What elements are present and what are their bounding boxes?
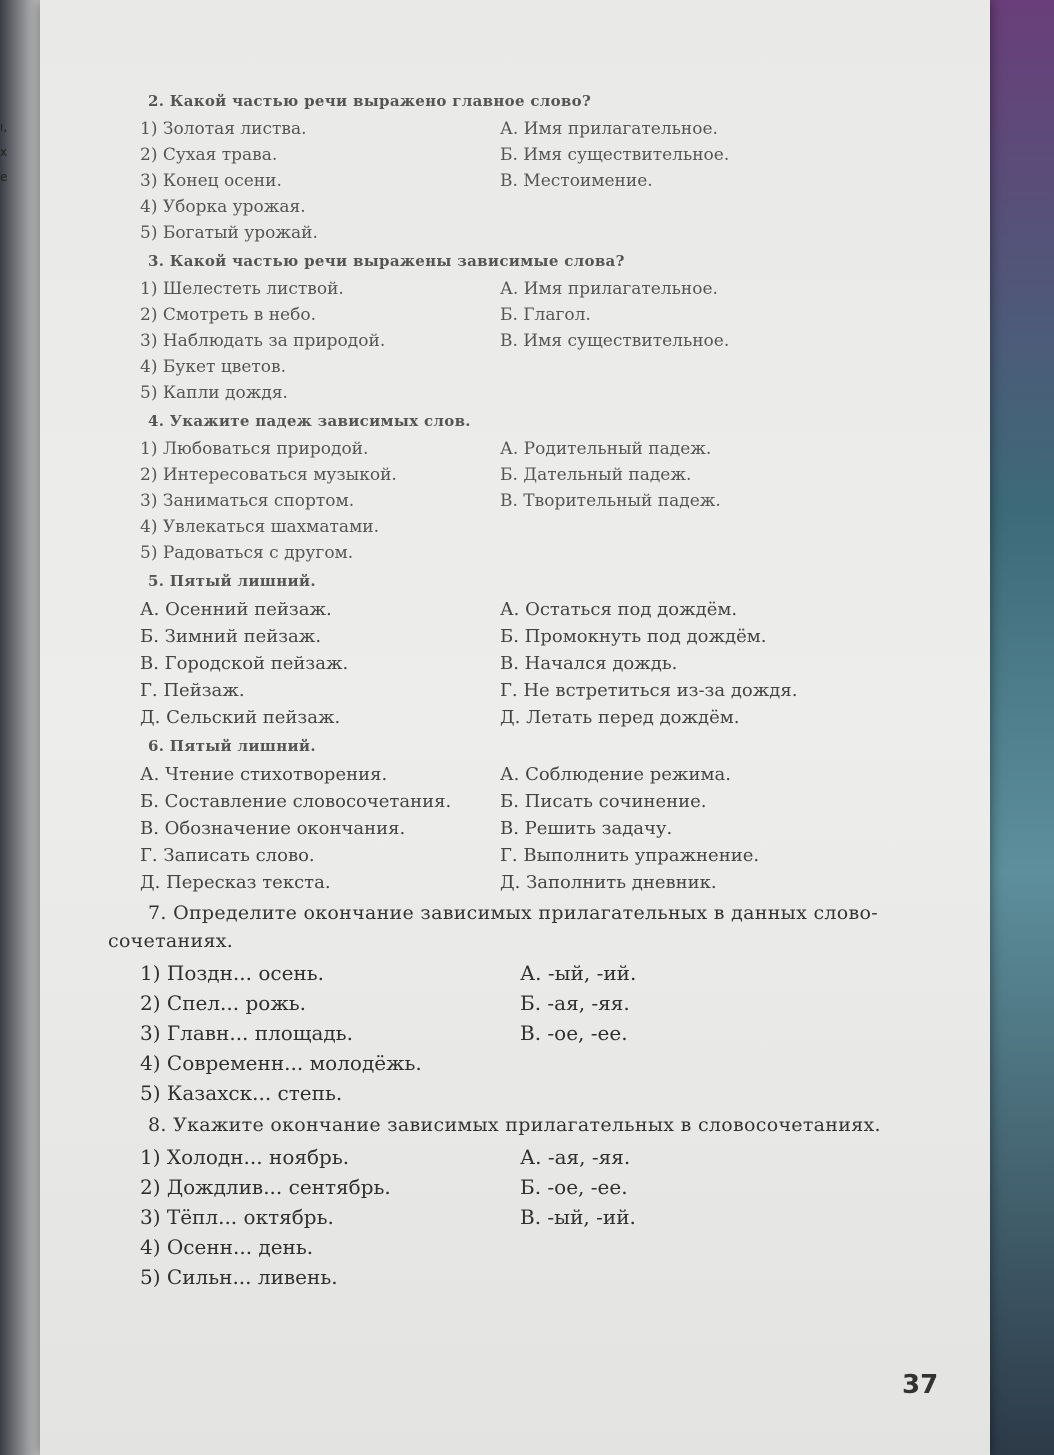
answer-item: Д. Летать перед дождём. bbox=[500, 707, 740, 728]
options-left bbox=[120, 1142, 500, 1292]
page-number: 37 bbox=[902, 1370, 939, 1400]
option-item: 3) Конец осени. bbox=[140, 171, 282, 191]
answer-item: А. Имя прилагательное. bbox=[500, 119, 718, 139]
option-item: В. Городской пейзаж. bbox=[140, 653, 349, 674]
options-left bbox=[120, 116, 480, 246]
answer-item: Б. Глагол. bbox=[500, 305, 591, 325]
answer-item: Б. -ое, -ее. bbox=[520, 1175, 628, 1199]
answer-item: В. Имя существительное. bbox=[500, 331, 730, 351]
answer-item: Б. Дательный падеж. bbox=[500, 465, 692, 485]
question-3 bbox=[120, 252, 960, 406]
textbook-page bbox=[40, 0, 990, 1455]
answer-item: В. -ое, -ее. bbox=[520, 1021, 628, 1045]
question-title-continuation: сочетаниях. bbox=[108, 930, 234, 952]
option-item: 5) Сильн... ливень. bbox=[140, 1265, 338, 1289]
option-item: 4) Современн... молодёжь. bbox=[140, 1051, 422, 1075]
options-left bbox=[120, 958, 500, 1108]
option-item: А. Осенний пейзаж. bbox=[140, 599, 332, 620]
option-item: Б. Составление словосочетания. bbox=[140, 791, 452, 812]
option-item: 3) Главн... площадь. bbox=[140, 1021, 353, 1045]
option-item: 2) Сухая трава. bbox=[140, 145, 278, 165]
options-right bbox=[480, 436, 900, 566]
question-title: 7. Определите окончание зависимых прилагательных в данных слово- bbox=[148, 902, 878, 924]
margin-mark: х bbox=[0, 145, 8, 159]
question-8 bbox=[120, 1114, 960, 1292]
question-2 bbox=[120, 92, 960, 246]
answer-item: Б. Имя существительное. bbox=[500, 145, 730, 165]
option-item: 2) Спел... рожь. bbox=[140, 991, 306, 1015]
option-item: 1) Золотая листва. bbox=[140, 119, 307, 139]
option-item: 4) Осенн... день. bbox=[140, 1235, 314, 1259]
option-item: Г. Пейзаж. bbox=[140, 680, 245, 701]
option-item: В. Обозначение окончания. bbox=[140, 818, 406, 839]
answer-item: А. -ая, -яя. bbox=[520, 1145, 631, 1169]
option-item: 4) Уборка урожая. bbox=[140, 197, 306, 217]
answer-item: Б. Промокнуть под дождём. bbox=[500, 626, 767, 647]
answer-item: В. Решить задачу. bbox=[500, 818, 673, 839]
question-title: 6. Пятый лишний. bbox=[148, 737, 316, 755]
question-4 bbox=[120, 412, 960, 566]
question-title: 2. Какой частью речи выражено главное слово? bbox=[148, 92, 592, 110]
options-right bbox=[500, 1142, 920, 1292]
answer-item: А. Соблюдение режима. bbox=[500, 764, 731, 785]
option-item: 4) Увлекаться шахматами. bbox=[140, 517, 380, 537]
options-right bbox=[480, 116, 900, 246]
answer-item: В. Начался дождь. bbox=[500, 653, 678, 674]
question-title: 4. Укажите падеж зависимых слов. bbox=[148, 412, 471, 430]
margin-mark: ı, bbox=[0, 120, 8, 134]
answer-item: Б. -ая, -яя. bbox=[520, 991, 630, 1015]
exercise-list bbox=[108, 88, 960, 1298]
options-left bbox=[120, 436, 480, 566]
option-item: 2) Интересоваться музыкой. bbox=[140, 465, 397, 485]
option-item: 1) Поздн... осень. bbox=[140, 961, 325, 985]
question-title: 8. Укажите окончание зависимых прилагательных в словосочетаниях. bbox=[148, 1114, 881, 1136]
question-6 bbox=[120, 737, 960, 896]
option-item: Г. Записать слово. bbox=[140, 845, 315, 866]
option-item: 3) Тёпл... октябрь. bbox=[140, 1205, 334, 1229]
option-item: 5) Богатый урожай. bbox=[140, 223, 318, 243]
question-title: 5. Пятый лишний. bbox=[148, 572, 316, 590]
option-item: 1) Холодн... ноябрь. bbox=[140, 1145, 350, 1169]
options-left bbox=[120, 276, 480, 406]
option-item: 3) Наблюдать за природой. bbox=[140, 331, 386, 351]
option-item: Д. Пересказ текста. bbox=[140, 872, 331, 893]
option-item: 1) Любоваться природой. bbox=[140, 439, 369, 459]
option-item: 2) Дождлив... сентябрь. bbox=[140, 1175, 391, 1199]
option-item: Б. Зимний пейзаж. bbox=[140, 626, 322, 647]
answer-item: А. Имя прилагательное. bbox=[500, 279, 718, 299]
answer-item: Г. Выполнить упражнение. bbox=[500, 845, 760, 866]
option-item: 5) Казахск... степь. bbox=[140, 1081, 343, 1105]
option-item: 1) Шелестеть листвой. bbox=[140, 279, 344, 299]
question-5 bbox=[120, 572, 960, 731]
answer-item: А. Остаться под дождём. bbox=[500, 599, 738, 620]
options-right bbox=[500, 958, 920, 1108]
answer-item: В. Творительный падеж. bbox=[500, 491, 721, 511]
question-7 bbox=[108, 902, 960, 1108]
option-item: 3) Заниматься спортом. bbox=[140, 491, 355, 511]
option-item: 4) Букет цветов. bbox=[140, 357, 287, 377]
answer-item: В. -ый, -ий. bbox=[520, 1205, 636, 1229]
options-right bbox=[480, 596, 900, 731]
options-left bbox=[120, 761, 480, 896]
option-item: 5) Радоваться с другом. bbox=[140, 543, 354, 563]
option-item: Д. Сельский пейзаж. bbox=[140, 707, 341, 728]
options-right bbox=[480, 761, 900, 896]
answer-item: Б. Писать сочинение. bbox=[500, 791, 707, 812]
question-title: 3. Какой частью речи выражены зависимые слова? bbox=[148, 252, 625, 270]
option-item: А. Чтение стихотворения. bbox=[140, 764, 388, 785]
option-item: 2) Смотреть в небо. bbox=[140, 305, 316, 325]
options-left bbox=[120, 596, 480, 731]
answer-item: А. Родительный падеж. bbox=[500, 439, 712, 459]
answer-item: Г. Не встретиться из-за дождя. bbox=[500, 680, 798, 701]
answer-item: Д. Заполнить дневник. bbox=[500, 872, 717, 893]
answer-item: А. -ый, -ий. bbox=[520, 961, 637, 985]
margin-mark: е bbox=[0, 170, 8, 184]
answer-item: В. Местоимение. bbox=[500, 171, 653, 191]
option-item: 5) Капли дождя. bbox=[140, 383, 288, 403]
options-right bbox=[480, 276, 900, 406]
